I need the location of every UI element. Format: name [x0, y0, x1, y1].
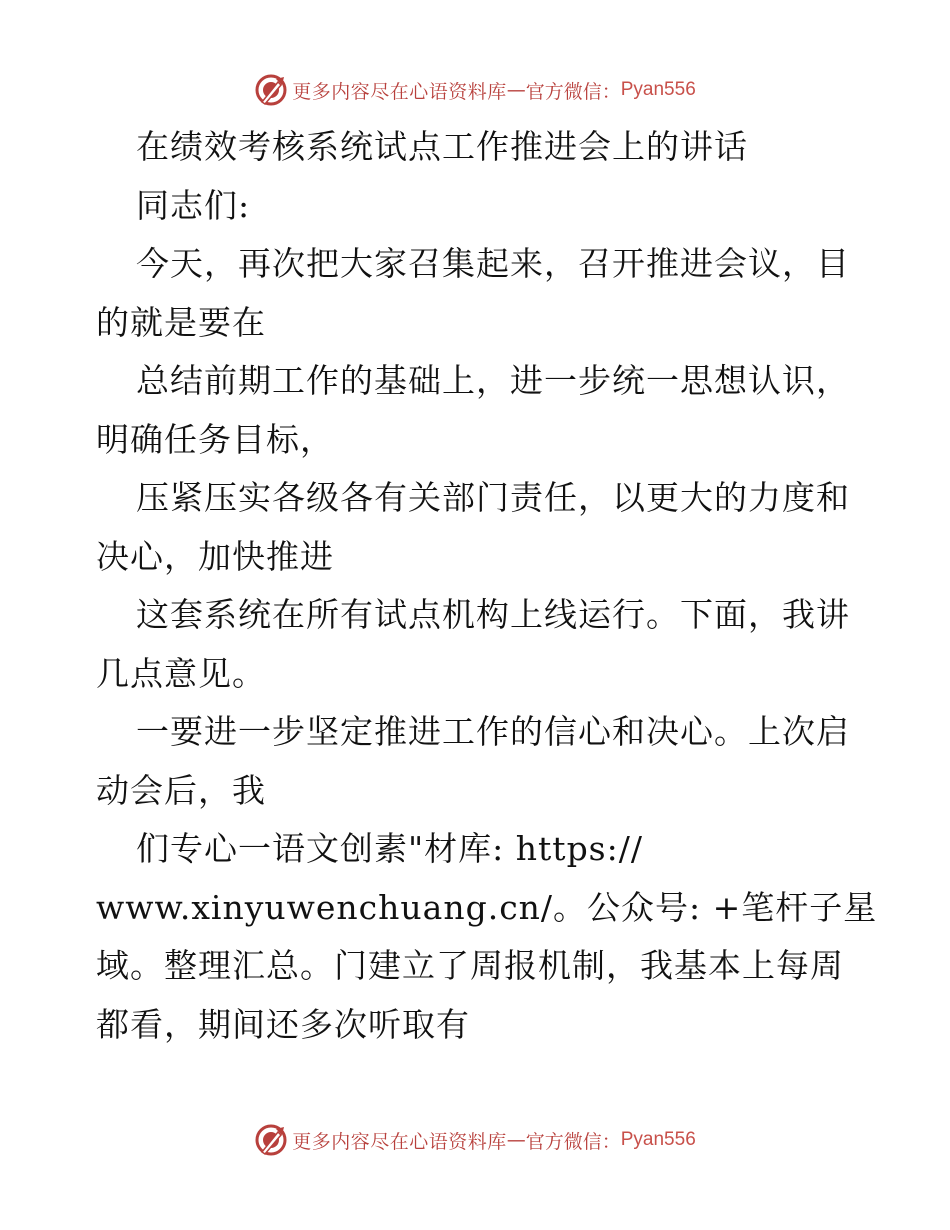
- text-line: 都看，期间还多次听取有: [96, 1004, 470, 1044]
- text-line: 总结前期工作的基础上，进一步统一思想认识，: [136, 361, 850, 400]
- salutation: 同志们:: [136, 185, 251, 225]
- wechat-label: 官方微信：: [525, 1130, 621, 1153]
- text-line: 决心，加快推进: [96, 536, 334, 576]
- header-banner: [0, 70, 950, 110]
- wechat-id: Pyan556: [620, 1129, 696, 1150]
- quill-seal-logo-icon: [254, 73, 288, 107]
- document-title: 在绩效考核系统试点工作推进会上的讲话: [136, 127, 748, 166]
- banner-separator: —: [506, 1129, 526, 1151]
- banner-separator: —: [506, 79, 526, 101]
- text-line: 压紧压实各级各有关部门责任，以更大的力度和: [136, 478, 850, 517]
- text-line: 今天，再次把大家召集起来，召开推进会议，目: [136, 244, 850, 283]
- site-name: 更多内容尽在心语资料库: [292, 80, 507, 103]
- text-line: 动会后，我: [96, 770, 266, 810]
- wechat-label: 官方微信：: [525, 80, 621, 103]
- quill-seal-logo-icon: [254, 1123, 288, 1157]
- text-line: 一要进一步坚定推进工作的信心和决心。上次启: [136, 712, 850, 751]
- text-line: 们专心一语文创素"材库: https://: [136, 829, 643, 868]
- text-line: www.xinyuwenchuang.cn/。公众号: +笔杆子星: [96, 887, 878, 927]
- wechat-id: Pyan556: [620, 79, 696, 100]
- site-name: 更多内容尽在心语资料库: [292, 1130, 507, 1153]
- text-line: 域。整理汇总。门建立了周报机制，我基本上每周: [96, 946, 844, 985]
- text-line: 这套系统在所有试点机构上线运行。下面，我讲: [136, 595, 850, 634]
- text-line: 几点意见。: [96, 653, 266, 693]
- footer-banner: [0, 1120, 950, 1160]
- text-line: 的就是要在: [96, 302, 266, 342]
- document-body: [96, 118, 878, 1054]
- text-line: 明确任务目标，: [96, 419, 334, 459]
